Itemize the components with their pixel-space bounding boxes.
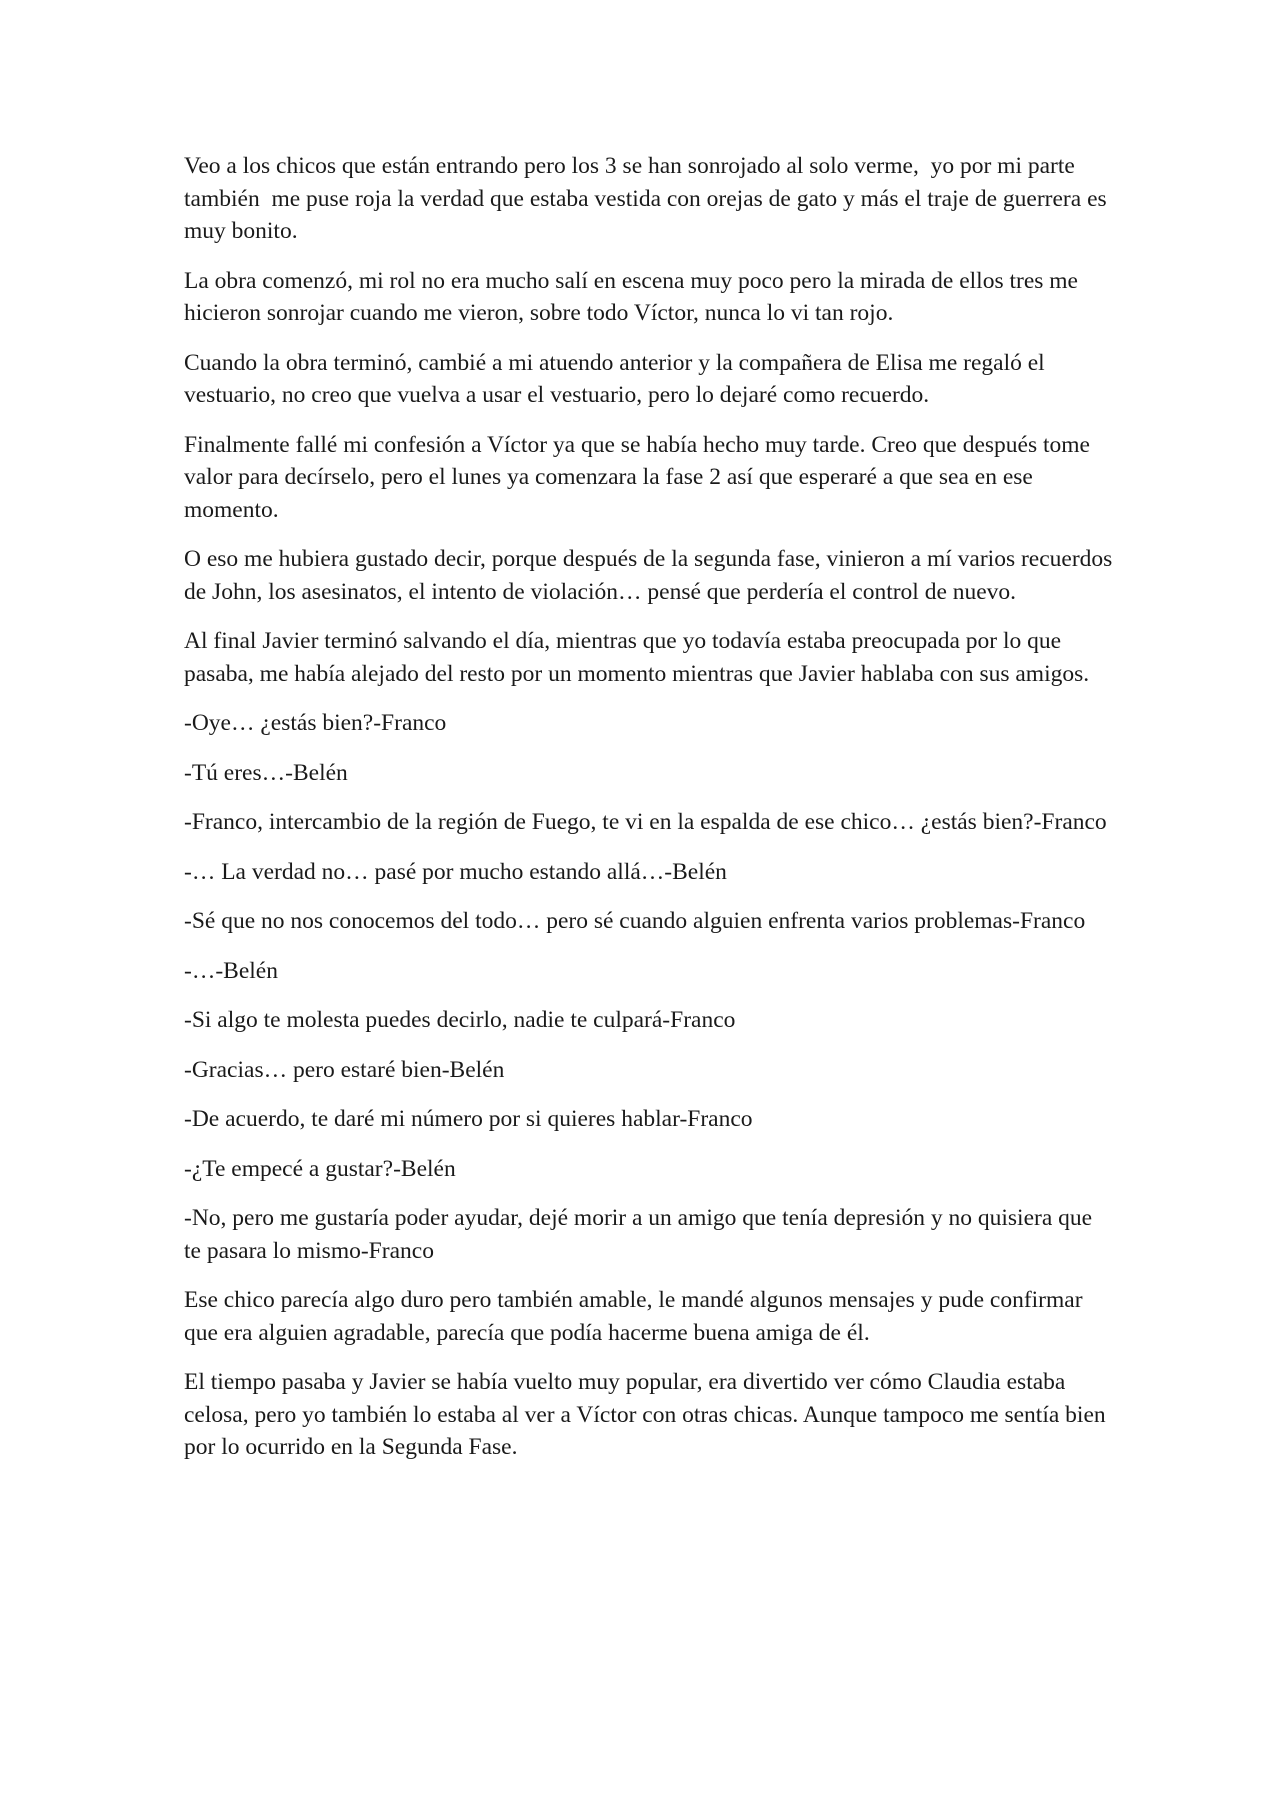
paragraph-7: Ese chico parecía algo duro pero también amable, le mandé algunos mensajes y pude confirmar que era alguien agradable, parecía que podía hacerme buena amiga de él.: [184, 1287, 1089, 1346]
document-body: [184, 150, 1119, 1481]
paragraph-6: Al final Javier terminó salvando el día, mientras que yo todavía estaba preocupada por lo que pasaba, me había alejado del resto por un momento mientras que Javier hablaba con sus amigos.: [184, 628, 1090, 687]
dialogue-line-8: -Gracias… pero estaré bien-Belén: [184, 1056, 505, 1083]
paragraph-4: Finalmente fallé mi confesión a Víctor ya que se había hecho muy tarde. Creo que después tome valor para decírselo, pero el lunes ya comenzara la fase 2 así que esperaré a que sea en ese momento.: [184, 431, 1096, 523]
dialogue-line-3: -Franco, intercambio de la región de Fuego, te vi en la espalda de ese chico… ¿estás bien?-Franco: [184, 809, 1107, 835]
paragraph-8: El tiempo pasaba y Javier se había vuelto muy popular, era divertido ver cómo Claudia estaba celosa, pero yo también lo estaba al ver a Víctor con otras chicas. Aunque tampoco me sentía bien por lo ocurrido en la Segunda Fase.: [184, 1369, 1112, 1460]
dialogue-line-6: -…-Belén: [184, 957, 278, 984]
paragraph-3: Cuando la obra terminó, cambié a mi atuendo anterior y la compañera de Elisa me regaló el vestuario, no creo que vuelva a usar el vestuario, pero lo dejaré como recuerdo.: [184, 349, 1051, 408]
paragraph-5: O eso me hubiera gustado decir, porque después de la segunda fase, vinieron a mí varios recuerdos de John, los asesinatos, el intento de violación… pensé que perdería el control de nuevo.: [184, 546, 1119, 605]
dialogue-line-1: -Oye… ¿estás bien?-Franco: [184, 710, 447, 736]
paragraph-2: La obra comenzó, mi rol no era mucho salí en escena muy poco pero la mirada de ellos tres me hicieron sonrojar cuando me vieron, sobre todo Víctor, nunca lo vi tan rojo.: [184, 267, 1084, 326]
paragraph-1: Veo a los chicos que están entrando pero los 3 se han sonrojado al solo verme, yo por mi parte también me puse roja la verdad que estaba vestida con orejas de gato y más el traje de guerrera es muy bonito.: [184, 153, 1113, 244]
dialogue-line-7: -Si algo te molesta puedes decirlo, nadie te culpará-Franco: [184, 1007, 736, 1033]
dialogue-line-11: -No, pero me gustaría poder ayudar, dejé morir a un amigo que tenía depresión y no quisiera que te pasara lo mismo-Franco: [184, 1205, 1098, 1264]
dialogue-line-2: -Tú eres…-Belén: [184, 759, 348, 786]
dialogue-line-5: -Sé que no nos conocemos del todo… pero sé cuando alguien enfrenta varios problemas-Franco: [184, 908, 1086, 934]
dialogue-line-9: -De acuerdo, te daré mi número por si quieres hablar-Franco: [184, 1106, 753, 1132]
dialogue-line-10: -¿Te empecé a gustar?-Belén: [184, 1155, 456, 1182]
dialogue-line-4: -… La verdad no… pasé por mucho estando allá…-Belén: [184, 858, 727, 885]
